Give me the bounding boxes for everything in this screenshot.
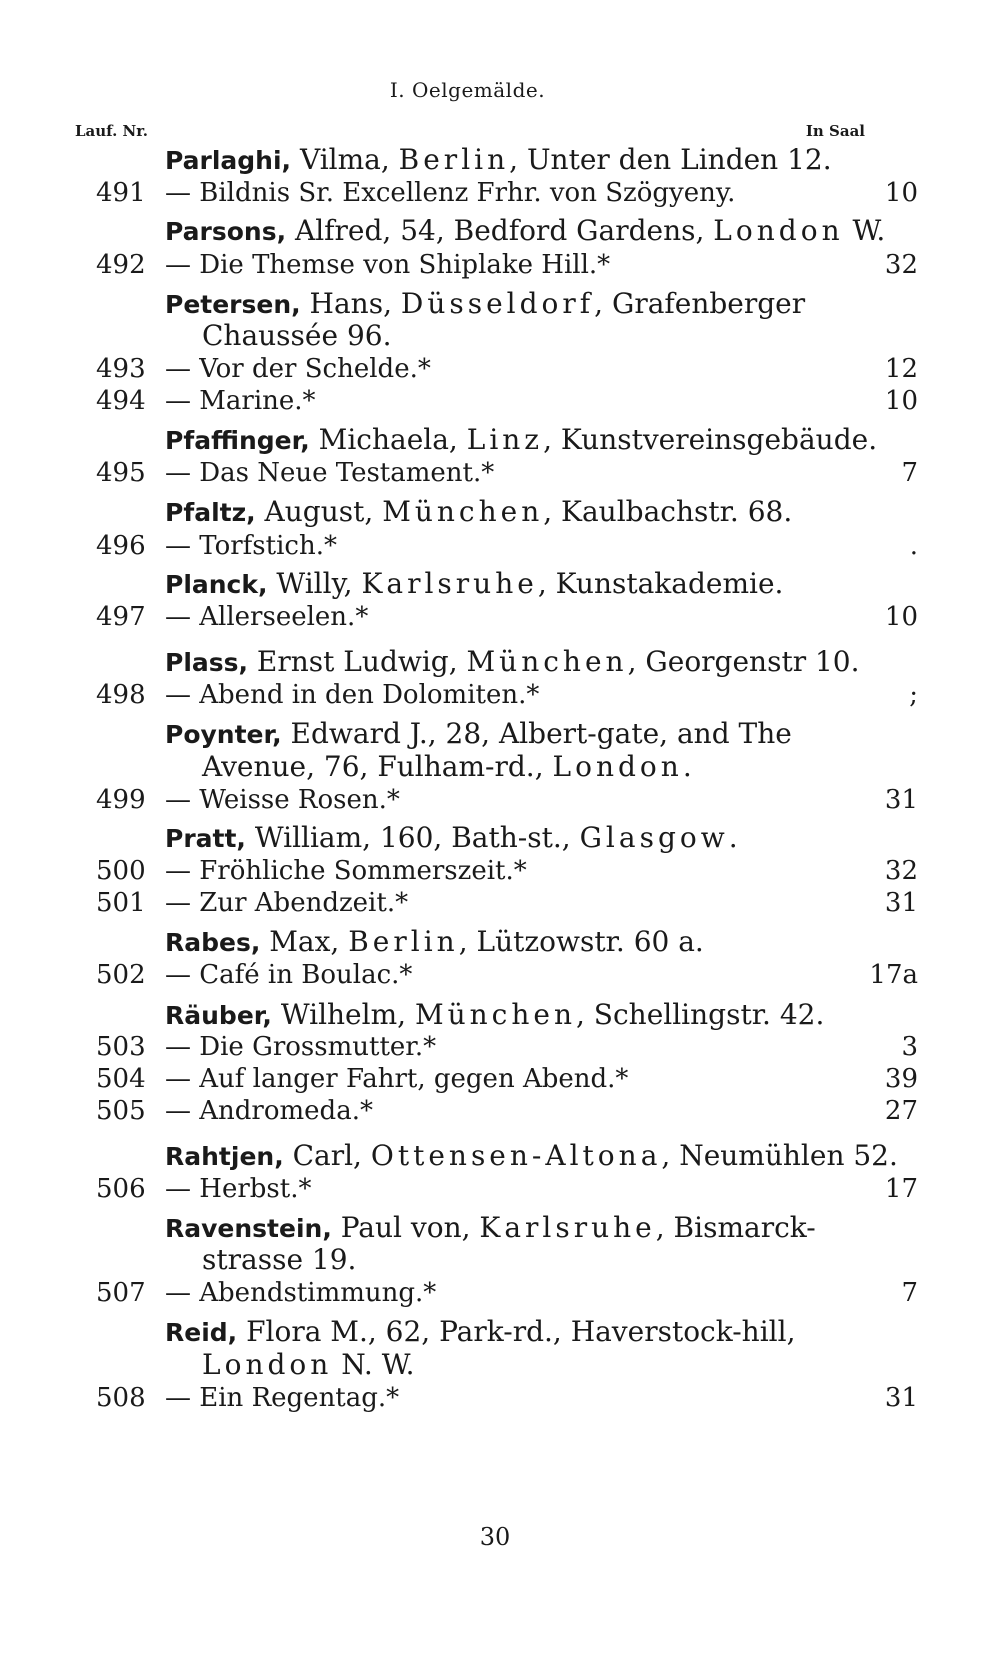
artist-entry: Parsons, Alfred, 54, Bedford Gardens, London W.: [165, 214, 886, 247]
artist-entry: Petersen, Hans, Düsseldorf, Grafenberger: [165, 287, 806, 320]
artist-entry: Ravenstein, Paul von, Karlsruhe, Bismarck-: [165, 1211, 816, 1244]
artist-entry: Pfaffinger, Michaela, Linz, Kunstvereinsgebäude.: [165, 423, 878, 456]
artist-entry: Reid, Flora M., 62, Park-rd., Haverstock-hill,: [165, 1315, 796, 1348]
artist-entry: Pfaltz, August, München, Kaulbachstr. 68.: [165, 495, 793, 528]
artist-entry: Poynter, Edward J., 28, Albert-gate, and The: [165, 717, 792, 750]
artist-entry: Räuber, Wilhelm, München, Schellingstr. 42.: [165, 998, 825, 1031]
artist-entry: Pratt, William, 160, Bath-st., Glasgow.: [165, 821, 738, 854]
artist-address-continued: strasse 19.: [202, 1243, 357, 1276]
artist-address-continued: Avenue, 76, Fulham-rd., London.: [202, 750, 692, 783]
page-title: I. Oelgemälde.: [389, 78, 546, 102]
artist-entry: Planck, Willy, Karlsruhe, Kunstakademie.: [165, 567, 784, 600]
page-number: 30: [479, 1523, 511, 1551]
artist-address-continued: London N. W.: [202, 1348, 415, 1381]
column-header-room: In Saal: [805, 122, 865, 140]
artist-entry: Rahtjen, Carl, Ottensen-Altona, Neumühlen 52.: [165, 1139, 898, 1172]
artist-entry: Parlaghi, Vilma, Berlin, Unter den Linden 12.: [165, 143, 832, 176]
artist-entry: Plass, Ernst Ludwig, München, Georgenstr 10.: [165, 645, 860, 678]
artist-address-continued: Chaussée 96.: [202, 319, 392, 352]
artist-entry: Rabes, Max, Berlin, Lützowstr. 60 a.: [165, 925, 704, 958]
column-header-number: Lauf. Nr.: [75, 122, 148, 140]
